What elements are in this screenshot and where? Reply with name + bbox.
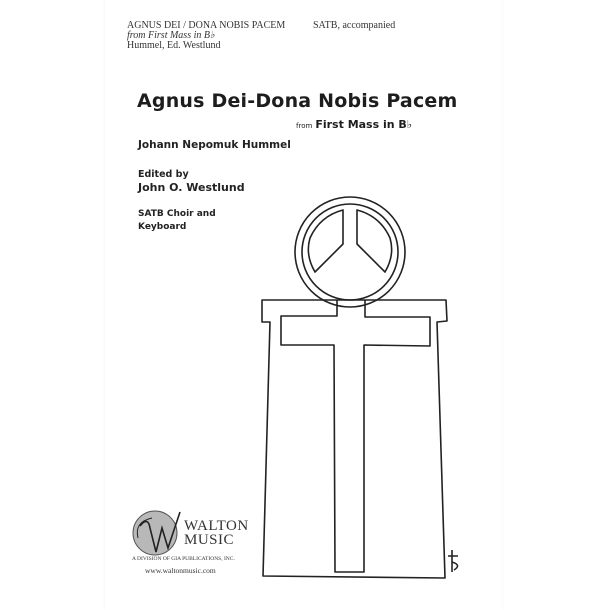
from-prefix: from bbox=[296, 122, 313, 130]
artist-signature bbox=[448, 550, 458, 572]
publisher-division: A DIVISION OF GIA PUBLICATIONS, INC. bbox=[132, 556, 235, 562]
inner-cross bbox=[281, 300, 430, 572]
inner-circle bbox=[302, 204, 398, 300]
walton-music-logo-icon bbox=[130, 508, 186, 558]
edited-by-label: Edited by bbox=[138, 169, 189, 180]
editor: John O. Westlund bbox=[138, 181, 245, 194]
composer: Johann Nepomuk Hummel bbox=[138, 139, 291, 151]
publisher-name-line-1: WALTON bbox=[184, 518, 249, 534]
header-credit: Hummel, Ed. Westlund bbox=[127, 40, 221, 51]
header-source: from First Mass in B♭ bbox=[127, 30, 215, 41]
robe-outline bbox=[262, 300, 447, 578]
publisher-url: www.waltonmusic.com bbox=[145, 566, 216, 575]
from-work: First Mass in B♭ bbox=[315, 118, 412, 131]
outer-circle bbox=[295, 197, 405, 307]
voicing-line-2: Keyboard bbox=[138, 222, 187, 232]
header-voicing: SATB, accompanied bbox=[313, 20, 396, 31]
header-title: AGNUS DEI / DONA NOBIS PACEM bbox=[127, 20, 286, 31]
voicing-line-1: SATB Choir and bbox=[138, 209, 216, 219]
publisher-name bbox=[184, 519, 249, 547]
cover-title: Agnus Dei-Dona Nobis Pacem bbox=[137, 90, 458, 112]
publisher-name-line-2: MUSIC bbox=[184, 532, 235, 548]
